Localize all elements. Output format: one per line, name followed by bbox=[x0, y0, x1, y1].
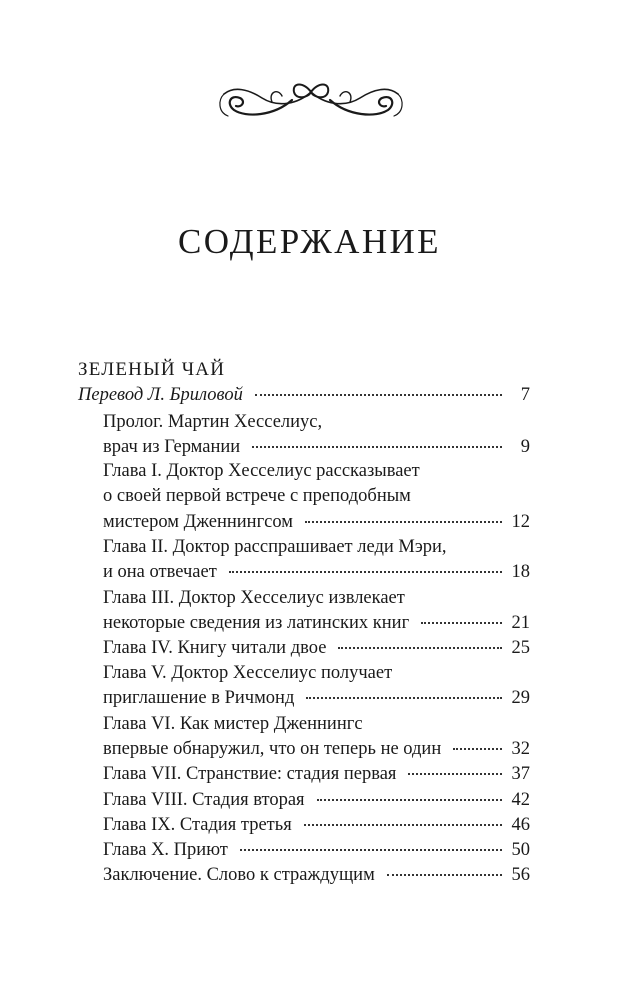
toc-entry-line: о своей первой встрече с преподобным bbox=[103, 486, 411, 506]
toc-entry-text: впервые обнаружил, что он теперь не один bbox=[103, 739, 442, 759]
toc-entry-chapter-2 bbox=[103, 560, 530, 584]
toc-entry-chapter-8 bbox=[103, 788, 530, 812]
toc-entry-text: Глава VII. Странствие: стадия первая bbox=[103, 764, 397, 784]
toc-entry-translator bbox=[78, 383, 530, 407]
toc-page-number: 12 bbox=[511, 512, 530, 532]
dot-leader bbox=[387, 874, 502, 876]
toc-page-number: 50 bbox=[511, 840, 530, 860]
dot-leader bbox=[229, 571, 502, 573]
toc-entry-text: врач из Германии bbox=[103, 437, 241, 457]
toc-entry-line: Пролог. Мартин Хесселиус, bbox=[103, 412, 323, 432]
toc-page-number: 21 bbox=[511, 613, 530, 633]
toc-entry-chapter-3 bbox=[103, 611, 530, 635]
dot-leader bbox=[338, 647, 501, 649]
dot-leader bbox=[408, 773, 501, 775]
toc-entry-chapter-7 bbox=[103, 762, 530, 786]
toc-entry-conclusion bbox=[103, 863, 530, 887]
toc-page-number: 29 bbox=[511, 688, 530, 708]
toc-page-number: 32 bbox=[511, 739, 530, 759]
toc-entry-line: Глава I. Доктор Хесселиус рассказывает bbox=[103, 461, 420, 481]
toc-page-number: 37 bbox=[511, 764, 530, 784]
dot-leader bbox=[306, 697, 501, 699]
toc-entry-prologue bbox=[103, 435, 530, 459]
dot-leader bbox=[317, 799, 502, 801]
toc-entry-text: Глава X. Приют bbox=[103, 840, 228, 860]
toc-entry-line: Глава V. Доктор Хесселиус получает bbox=[103, 663, 393, 683]
decorative-flourish-ornament bbox=[212, 68, 410, 126]
toc-entry-text: мистером Дженнингсом bbox=[103, 512, 293, 532]
toc-page-number: 9 bbox=[520, 437, 530, 457]
toc-entry-chapter-1 bbox=[103, 510, 530, 534]
toc-entry-text: некоторые сведения из латинских книг bbox=[103, 613, 410, 633]
toc-entry-text: приглашение в Ричмонд bbox=[103, 688, 295, 708]
toc-entry-text: Перевод Л. Бриловой bbox=[78, 385, 243, 405]
page-title: СОДЕРЖАНИЕ bbox=[178, 222, 441, 261]
dot-leader bbox=[252, 446, 502, 448]
toc-entry-text: Глава VIII. Стадия вторая bbox=[103, 790, 305, 810]
toc-entry-line: Глава III. Доктор Хесселиус извлекает bbox=[103, 588, 405, 608]
toc-entry-text: и она отвечает bbox=[103, 562, 217, 582]
dot-leader bbox=[305, 521, 502, 523]
toc-entry-chapter-10 bbox=[103, 838, 530, 862]
dot-leader bbox=[240, 849, 502, 851]
story-title: ЗЕЛЕНЫЙ ЧАЙ bbox=[78, 359, 226, 380]
toc-entry-chapter-6 bbox=[103, 737, 530, 761]
toc-entry-line: Глава VI. Как мистер Дженнингс bbox=[103, 714, 363, 734]
toc-page-number: 25 bbox=[511, 638, 530, 658]
toc-page-number: 18 bbox=[511, 562, 530, 582]
toc-page-number: 42 bbox=[511, 790, 530, 810]
toc-page-number: 46 bbox=[511, 815, 530, 835]
dot-leader bbox=[255, 394, 502, 396]
toc-entry-text: Заключение. Слово к страждущим bbox=[103, 865, 375, 885]
toc-entry-text: Глава IV. Книгу читали двое bbox=[103, 638, 327, 658]
dot-leader bbox=[304, 824, 502, 826]
toc-entry-text: Глава IX. Стадия третья bbox=[103, 815, 292, 835]
toc-page-number: 7 bbox=[520, 385, 530, 405]
toc-entry-chapter-5 bbox=[103, 686, 530, 710]
dot-leader bbox=[421, 622, 501, 624]
toc-entry-chapter-9 bbox=[103, 813, 530, 837]
dot-leader bbox=[453, 748, 501, 750]
toc-entry-line: Глава II. Доктор расспрашивает леди Мэри, bbox=[103, 537, 447, 557]
toc-entry-chapter-4 bbox=[103, 636, 530, 660]
toc-page-number: 56 bbox=[511, 865, 530, 885]
